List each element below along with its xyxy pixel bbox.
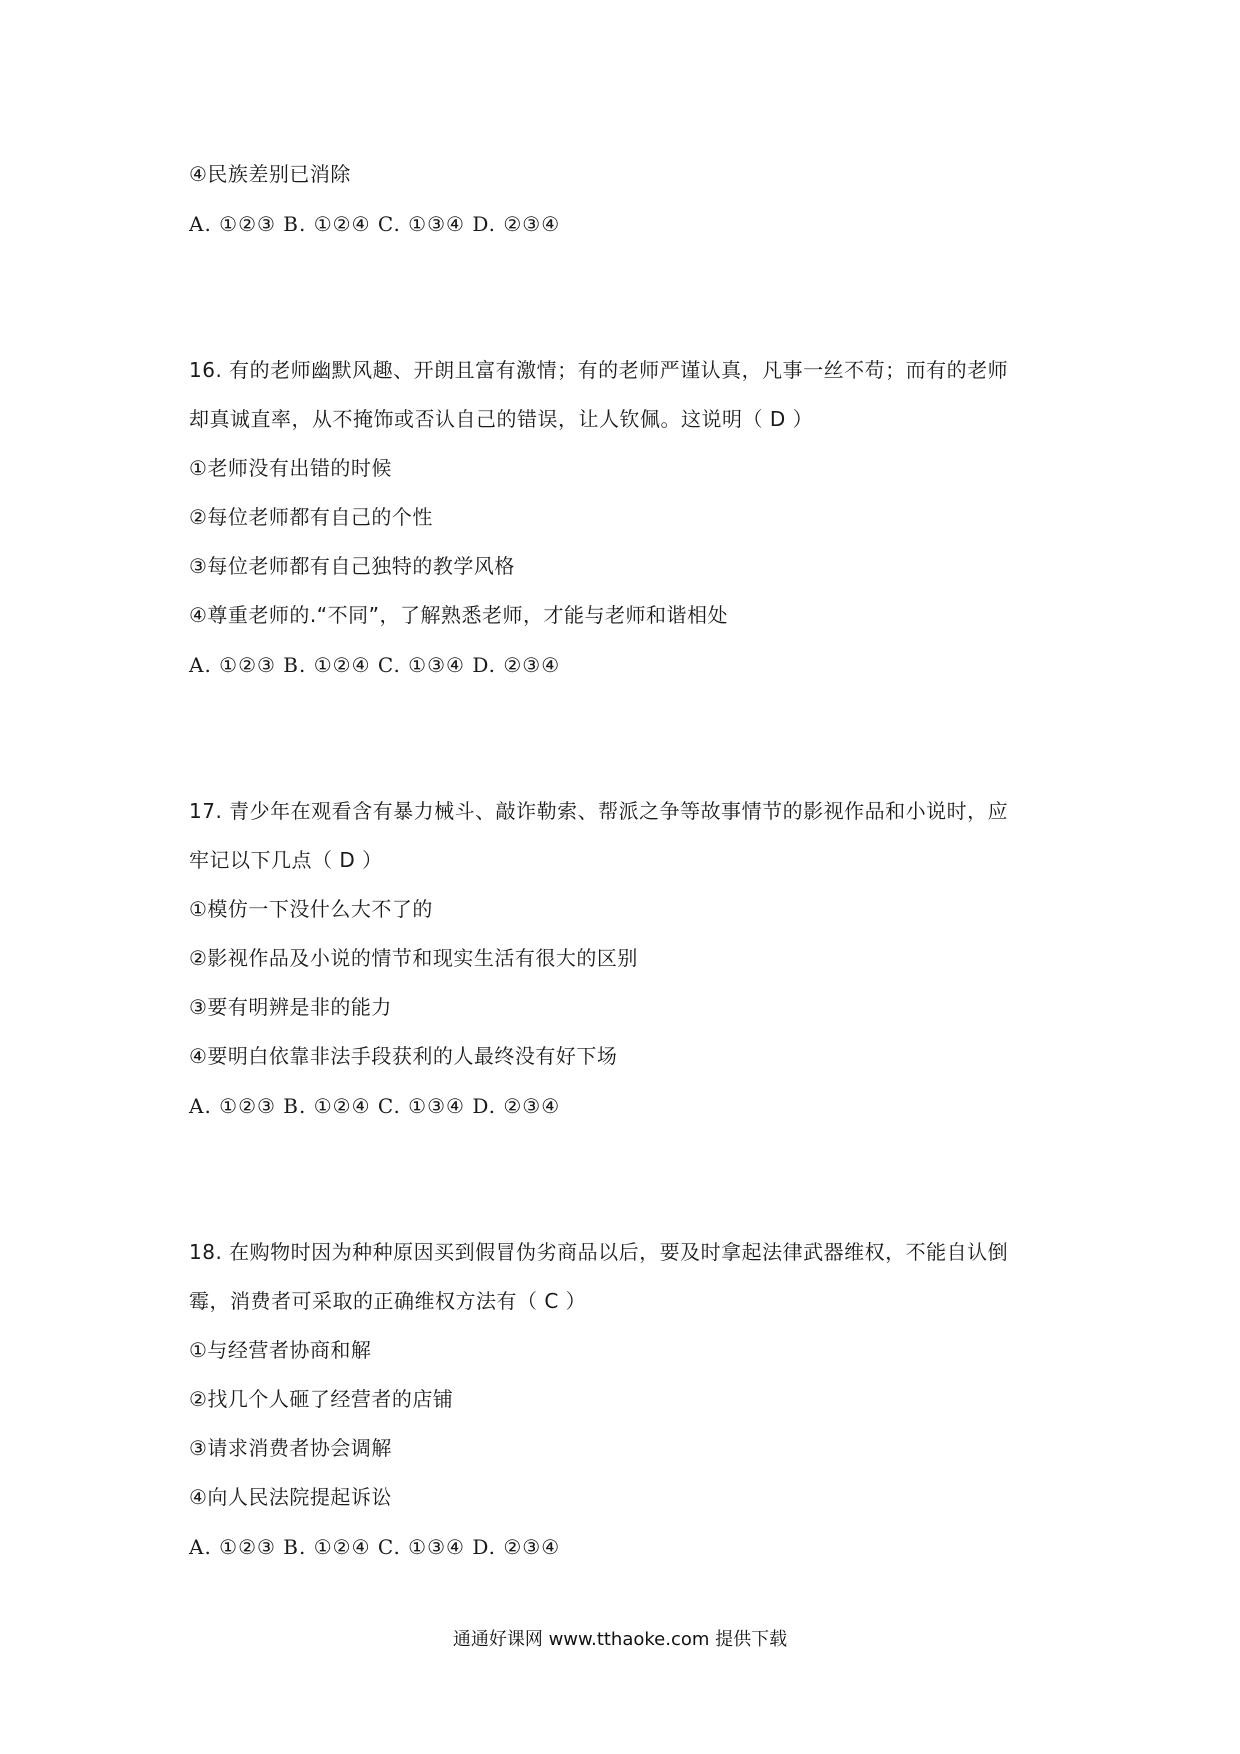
q16-item-2: ②每位老师都有自己的个性 (189, 505, 433, 529)
q17-stem-line-1: 17. 青少年在观看含有暴力械斗、敲诈勒索、帮派之争等故事情节的影视作品和小说时，应 (189, 799, 1009, 823)
q18-item-2: ②找几个人砸了经营者的店铺 (189, 1387, 454, 1411)
page-footer: 通通好课网 www.tthaoke.com 提供下载 (452, 1629, 788, 1650)
q16-stem-line-2: 却真诚直率，从不掩饰或否认自己的错误，让人钦佩。这说明（ D ） (189, 407, 814, 431)
q17-item-3: ③要有明辨是非的能力 (189, 995, 392, 1019)
q18-stem-line-1: 18. 在购物时因为种种原因买到假冒伪劣商品以后，要及时拿起法律武器维权，不能自认倒 (189, 1240, 1009, 1264)
q18-options: A. ①②③ B. ①②④ C. ①③④ D. ②③④ (189, 1535, 561, 1559)
q16-stem-line-1: 16. 有的老师幽默风趣、开朗且富有激情；有的老师严谨认真，凡事一丝不苟；而有的老师 (189, 358, 1009, 382)
q17-options: A. ①②③ B. ①②④ C. ①③④ D. ②③④ (189, 1094, 561, 1118)
q15-options: A. ①②③ B. ①②④ C. ①③④ D. ②③④ (189, 212, 561, 236)
q18-item-4: ④向人民法院提起诉讼 (189, 1485, 392, 1509)
q15-item-4: ④民族差别已消除 (189, 162, 351, 186)
q17-stem-line-2: 牢记以下几点（ D ） (189, 848, 383, 872)
q16-options: A. ①②③ B. ①②④ C. ①③④ D. ②③④ (189, 653, 561, 677)
q17-item-4: ④要明白依靠非法手段获利的人最终没有好下场 (189, 1044, 618, 1068)
q16-item-4: ④尊重老师的.“不同”，了解熟悉老师，才能与老师和谐相处 (189, 603, 729, 627)
q18-stem-line-2: 霉，消费者可采取的正确维权方法有（ C ） (189, 1289, 587, 1313)
q16-item-1: ①老师没有出错的时候 (189, 456, 392, 480)
q17-item-2: ②影视作品及小说的情节和现实生活有很大的区别 (189, 946, 638, 970)
q18-item-1: ①与经营者协商和解 (189, 1338, 372, 1362)
q18-item-3: ③请求消费者协会调解 (189, 1436, 392, 1460)
q17-item-1: ①模仿一下没什么大不了的 (189, 897, 433, 921)
q16-item-3: ③每位老师都有自己独特的教学风格 (189, 554, 515, 578)
